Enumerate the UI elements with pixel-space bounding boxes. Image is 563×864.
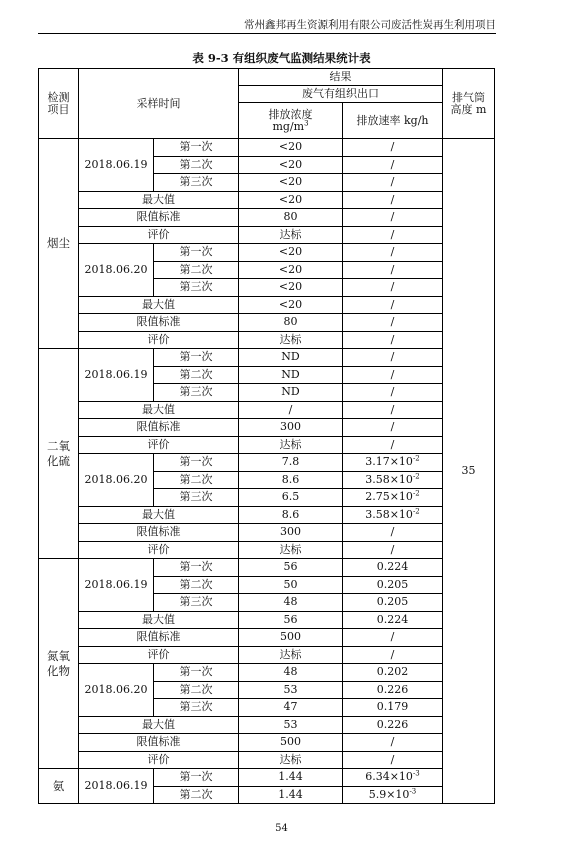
max-label-cell: 最大值 xyxy=(79,296,239,314)
rate-value: 3.17×10 xyxy=(365,455,413,469)
sample-label-cell: 第三次 xyxy=(154,174,239,192)
max-conc-cell: 56 xyxy=(239,611,343,629)
page-header: 常州鑫邦再生资源利用有限公司废活性炭再生利用项目 xyxy=(38,17,496,34)
item-name-cell xyxy=(39,349,79,559)
eval-conc-cell: 达标 xyxy=(239,541,343,559)
eval-conc-cell: 达标 xyxy=(239,331,343,349)
max-rate-cell xyxy=(343,191,443,209)
conc-cell: <20 xyxy=(239,244,343,262)
sample-label-cell: 第二次 xyxy=(154,156,239,174)
eval-rate-cell: / xyxy=(343,331,443,349)
rate-value: 0.224 xyxy=(376,612,409,626)
table-body xyxy=(39,69,495,804)
limit-rate-cell: / xyxy=(343,524,443,542)
rate-cell xyxy=(343,664,443,682)
eval-rate-cell: / xyxy=(343,226,443,244)
sample-label-cell: 第二次 xyxy=(154,786,239,804)
header-time-cell: 采样时间 xyxy=(79,69,239,139)
conc-cell: 53 xyxy=(239,681,343,699)
rate-value: 6.34×10 xyxy=(365,770,413,784)
limit-row xyxy=(39,734,495,752)
limit-row xyxy=(39,524,495,542)
rate-cell xyxy=(343,454,443,472)
eval-row xyxy=(39,226,495,244)
max-label-cell: 最大值 xyxy=(79,506,239,524)
table-row xyxy=(39,244,495,262)
table-row xyxy=(39,769,495,787)
item-name-text: 化硫 xyxy=(47,453,70,468)
date-cell: 2018.06.20 xyxy=(79,664,154,717)
rate-value: 0.205 xyxy=(376,577,409,591)
header-conc-unit: mg/m xyxy=(272,119,305,133)
rate-cell xyxy=(343,681,443,699)
rate-cell xyxy=(343,576,443,594)
max-rate-cell xyxy=(343,611,443,629)
rate-cell xyxy=(343,366,443,384)
conc-cell: <20 xyxy=(239,279,343,297)
table-row xyxy=(39,139,495,157)
rate-value: / xyxy=(390,350,395,364)
max-row xyxy=(39,611,495,629)
rate-value: 5.9×10 xyxy=(368,787,410,801)
eval-conc-cell: 达标 xyxy=(239,436,343,454)
rate-value: / xyxy=(390,175,395,189)
header-rate-cell: 排放速率 kg/h xyxy=(343,103,443,139)
rate-cell xyxy=(343,349,443,367)
eval-label-cell: 评价 xyxy=(79,436,239,454)
date-cell: 2018.06.19 xyxy=(79,769,154,804)
limit-row xyxy=(39,314,495,332)
rate-value: 3.58×10 xyxy=(365,507,413,521)
limit-rate-cell: / xyxy=(343,314,443,332)
conc-cell: ND xyxy=(239,384,343,402)
conc-cell: 48 xyxy=(239,664,343,682)
conc-cell: 50 xyxy=(239,576,343,594)
limit-label-cell: 限值标准 xyxy=(79,419,239,437)
eval-row xyxy=(39,331,495,349)
item-name-text: 烟尘 xyxy=(47,236,70,250)
limit-label-cell: 限值标准 xyxy=(79,629,239,647)
rate-exponent: -2 xyxy=(412,454,420,463)
sample-label-cell: 第三次 xyxy=(154,699,239,717)
rate-value: 3.58×10 xyxy=(365,472,413,486)
max-rate-cell xyxy=(343,296,443,314)
rate-cell xyxy=(343,489,443,507)
date-cell: 2018.06.20 xyxy=(79,244,154,297)
rate-cell xyxy=(343,384,443,402)
rate-exponent: -3 xyxy=(412,769,420,778)
eval-label-cell: 评价 xyxy=(79,751,239,769)
rate-value: / xyxy=(390,280,395,294)
conc-cell: <20 xyxy=(239,156,343,174)
rate-value: 0.224 xyxy=(376,560,409,574)
max-row xyxy=(39,506,495,524)
item-name-cell xyxy=(39,559,79,769)
page-number: 54 xyxy=(275,823,288,834)
sample-label-cell: 第一次 xyxy=(154,769,239,787)
max-label-cell: 最大值 xyxy=(79,191,239,209)
conc-cell: ND xyxy=(239,349,343,367)
conc-cell: 8.6 xyxy=(239,471,343,489)
eval-row xyxy=(39,436,495,454)
sample-label-cell: 第三次 xyxy=(154,384,239,402)
rate-value: 0.179 xyxy=(376,700,409,714)
max-row xyxy=(39,401,495,419)
rate-cell xyxy=(343,139,443,157)
max-row xyxy=(39,716,495,734)
eval-label-cell: 评价 xyxy=(79,646,239,664)
header-item-cell xyxy=(39,69,79,139)
sample-label-cell: 第一次 xyxy=(154,139,239,157)
eval-rate-cell: / xyxy=(343,646,443,664)
limit-conc-cell: 500 xyxy=(239,629,343,647)
max-conc-cell: <20 xyxy=(239,296,343,314)
rate-value: / xyxy=(390,385,395,399)
item-name-text: 二氧 xyxy=(47,438,70,453)
rate-value: 0.226 xyxy=(376,682,409,696)
rate-value: 2.75×10 xyxy=(365,490,413,504)
eval-rate-cell: / xyxy=(343,751,443,769)
rate-cell xyxy=(343,279,443,297)
rate-exponent: -3 xyxy=(409,787,417,796)
item-name-cell xyxy=(39,139,79,349)
rate-value: / xyxy=(390,402,395,416)
item-name-cell xyxy=(39,769,79,804)
sample-label-cell: 第一次 xyxy=(154,454,239,472)
max-label-cell: 最大值 xyxy=(79,611,239,629)
emission-results-table xyxy=(38,68,495,804)
rate-cell xyxy=(343,244,443,262)
conc-cell: 1.44 xyxy=(239,769,343,787)
rate-cell xyxy=(343,699,443,717)
conc-cell: 56 xyxy=(239,559,343,577)
header-item-line2: 项目 xyxy=(47,102,70,116)
header-stack-line1: 排气筒 xyxy=(452,90,485,104)
date-cell: 2018.06.19 xyxy=(79,559,154,612)
rate-value: 0.226 xyxy=(376,717,409,731)
limit-conc-cell: 300 xyxy=(239,419,343,437)
max-conc-cell: 8.6 xyxy=(239,506,343,524)
sample-label-cell: 第三次 xyxy=(154,489,239,507)
rate-value: 0.205 xyxy=(376,595,409,609)
rate-exponent: -2 xyxy=(412,489,420,498)
max-label-cell: 最大值 xyxy=(79,716,239,734)
eval-label-cell: 评价 xyxy=(79,226,239,244)
rate-cell xyxy=(343,261,443,279)
header-result-cell: 结果 xyxy=(239,69,443,86)
conc-cell: 1.44 xyxy=(239,786,343,804)
sample-label-cell: 第三次 xyxy=(154,279,239,297)
max-conc-cell: 53 xyxy=(239,716,343,734)
rate-cell xyxy=(343,769,443,787)
max-row xyxy=(39,296,495,314)
table-row xyxy=(39,559,495,577)
header-stack-line2: 高度 m xyxy=(450,102,487,116)
eval-row xyxy=(39,646,495,664)
eval-label-cell: 评价 xyxy=(79,331,239,349)
limit-row xyxy=(39,629,495,647)
eval-rate-cell: / xyxy=(343,541,443,559)
date-cell: 2018.06.19 xyxy=(79,139,154,192)
conc-cell: ND xyxy=(239,366,343,384)
max-rate-cell xyxy=(343,716,443,734)
item-name-text: 氨 xyxy=(52,778,65,793)
limit-label-cell: 限值标准 xyxy=(79,734,239,752)
rate-value: / xyxy=(390,297,395,311)
sample-label-cell: 第一次 xyxy=(154,349,239,367)
eval-rate-cell: / xyxy=(343,436,443,454)
rate-exponent: -2 xyxy=(412,507,420,516)
limit-rate-cell: / xyxy=(343,734,443,752)
limit-label-cell: 限值标准 xyxy=(79,209,239,227)
limit-rate-cell: / xyxy=(343,629,443,647)
sample-label-cell: 第一次 xyxy=(154,244,239,262)
limit-rate-cell: / xyxy=(343,419,443,437)
sample-label-cell: 第一次 xyxy=(154,664,239,682)
header-item-line1: 检测 xyxy=(47,90,70,104)
conc-cell: <20 xyxy=(239,174,343,192)
max-conc-cell: / xyxy=(239,401,343,419)
limit-row xyxy=(39,419,495,437)
rate-cell xyxy=(343,156,443,174)
header-outlet-cell: 废气有组织出口 xyxy=(239,86,443,103)
conc-cell: 6.5 xyxy=(239,489,343,507)
date-cell: 2018.06.19 xyxy=(79,349,154,402)
rate-cell xyxy=(343,559,443,577)
table-row xyxy=(39,664,495,682)
sample-label-cell: 第二次 xyxy=(154,366,239,384)
rate-exponent: -2 xyxy=(412,472,420,481)
eval-conc-cell: 达标 xyxy=(239,226,343,244)
eval-label-cell: 评价 xyxy=(79,541,239,559)
eval-conc-cell: 达标 xyxy=(239,751,343,769)
eval-row xyxy=(39,751,495,769)
limit-label-cell: 限值标准 xyxy=(79,524,239,542)
rate-value: / xyxy=(390,245,395,259)
conc-cell: 47 xyxy=(239,699,343,717)
rate-cell xyxy=(343,471,443,489)
sample-label-cell: 第二次 xyxy=(154,681,239,699)
table-title: 表 9-3 有组织废气监测结果统计表 xyxy=(192,51,371,65)
rate-value: / xyxy=(390,262,395,276)
sample-label-cell: 第二次 xyxy=(154,576,239,594)
sample-label-cell: 第一次 xyxy=(154,559,239,577)
limit-conc-cell: 80 xyxy=(239,314,343,332)
item-name-text: 氮氧 xyxy=(47,648,70,663)
header-conc-label: 排放浓度 xyxy=(268,107,313,121)
table-row xyxy=(39,349,495,367)
eval-row xyxy=(39,541,495,559)
eval-conc-cell: 达标 xyxy=(239,646,343,664)
rate-cell xyxy=(343,594,443,612)
sample-label-cell: 第二次 xyxy=(154,471,239,489)
max-rate-cell xyxy=(343,506,443,524)
header-stack-cell xyxy=(443,69,495,139)
rate-value: / xyxy=(390,140,395,154)
stack-height-cell: 35 xyxy=(443,139,495,804)
max-rate-cell xyxy=(343,401,443,419)
header-conc-unit-sup: 3 xyxy=(304,118,309,127)
conc-cell: 48 xyxy=(239,594,343,612)
date-cell: 2018.06.20 xyxy=(79,454,154,507)
max-row xyxy=(39,191,495,209)
conc-cell: <20 xyxy=(239,139,343,157)
limit-rate-cell: / xyxy=(343,209,443,227)
conc-cell: <20 xyxy=(239,261,343,279)
sample-label-cell: 第二次 xyxy=(154,261,239,279)
header-conc-cell xyxy=(239,103,343,139)
rate-value: / xyxy=(390,192,395,206)
rate-value: / xyxy=(390,157,395,171)
rate-cell xyxy=(343,786,443,804)
item-name-text: 化物 xyxy=(47,663,70,678)
limit-label-cell: 限值标准 xyxy=(79,314,239,332)
limit-row xyxy=(39,209,495,227)
table-row xyxy=(39,454,495,472)
rate-cell xyxy=(343,174,443,192)
sample-label-cell: 第三次 xyxy=(154,594,239,612)
rate-value: / xyxy=(390,367,395,381)
header-row-1 xyxy=(39,69,495,86)
limit-conc-cell: 500 xyxy=(239,734,343,752)
rate-value: 0.202 xyxy=(376,665,409,679)
limit-conc-cell: 80 xyxy=(239,209,343,227)
max-conc-cell: <20 xyxy=(239,191,343,209)
conc-cell: 7.8 xyxy=(239,454,343,472)
limit-conc-cell: 300 xyxy=(239,524,343,542)
max-label-cell: 最大值 xyxy=(79,401,239,419)
